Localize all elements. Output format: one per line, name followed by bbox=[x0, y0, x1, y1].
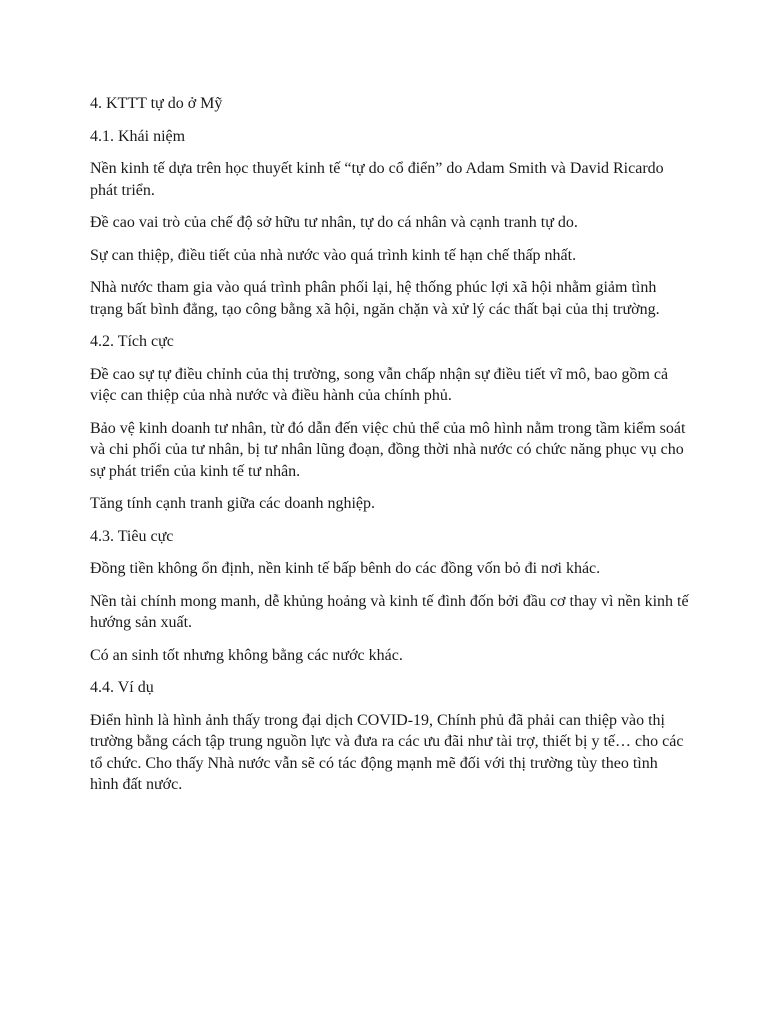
subsection-heading: 4.4. Ví dụ bbox=[90, 679, 154, 696]
body-paragraph: Bảo vệ kinh doanh tư nhân, từ đó dẫn đến việc chủ thể của mô hình nằm trong tầm kiểm soát và chi phối của tư nhân, bị tư nhân lũng đoạn, đồng thời nhà nước có chức năng phục vụ cho sự phát triển của kinh tế tư nhân. bbox=[90, 419, 686, 480]
body-paragraph: Điển hình là hình ảnh thấy trong đại dịch COVID-19, Chính phủ đã phải can thiệp vào thị trường bằng cách tập trung nguồn lực và đưa ra các ưu đãi như tài trợ, thiết bị y tế… cho các tổ chức. Cho thấy Nhà nước vẫn sẽ có tác động mạnh mẽ đối với thị trường tùy theo tình hình đất nước. bbox=[90, 711, 684, 793]
section-heading: 4. KTTT tự do ở Mỹ bbox=[90, 95, 223, 112]
body-paragraph: Nền kinh tế dựa trên học thuyết kinh tế “tự do cổ điển” do Adam Smith và David Ricardo phát triển. bbox=[90, 160, 664, 199]
body-paragraph: Đề cao vai trò của chế độ sở hữu tư nhân, tự do cá nhân và cạnh tranh tự do. bbox=[90, 214, 578, 231]
body-paragraph: Sự can thiệp, điều tiết của nhà nước vào quá trình kinh tế hạn chế thấp nhất. bbox=[90, 246, 577, 264]
body-paragraph: Có an sinh tốt nhưng không bằng các nước khác. bbox=[90, 646, 403, 664]
document-body bbox=[90, 93, 690, 807]
body-paragraph: Nhà nước tham gia vào quá trình phân phối lại, hệ thống phúc lợi xã hội nhằm giảm tình trạng bất bình đẳng, tạo công bằng xã hội, ngăn chặn và xử lý các thất bại của thị trường. bbox=[90, 279, 660, 318]
body-paragraph: Đề cao sự tự điều chỉnh của thị trường, song vẫn chấp nhận sự điều tiết vĩ mô, bao gồm cả việc can thiệp của nhà nước và điều hành của chính phủ. bbox=[90, 365, 669, 404]
body-paragraph: Tăng tính cạnh tranh giữa các doanh nghiệp. bbox=[90, 495, 376, 512]
body-paragraph: Nền tài chính mong manh, dễ khủng hoảng và kinh tế đình đốn bởi đầu cơ thay vì nền kinh tế hướng sản xuất. bbox=[90, 592, 689, 631]
subsection-heading: 4.1. Khái niệm bbox=[90, 127, 186, 145]
subsection-heading: 4.3. Tiêu cực bbox=[90, 527, 174, 545]
subsection-heading: 4.2. Tích cực bbox=[90, 333, 174, 350]
body-paragraph: Đồng tiền không ổn định, nền kinh tế bấp bênh do các đồng vốn bỏ đi nơi khác. bbox=[90, 560, 601, 577]
